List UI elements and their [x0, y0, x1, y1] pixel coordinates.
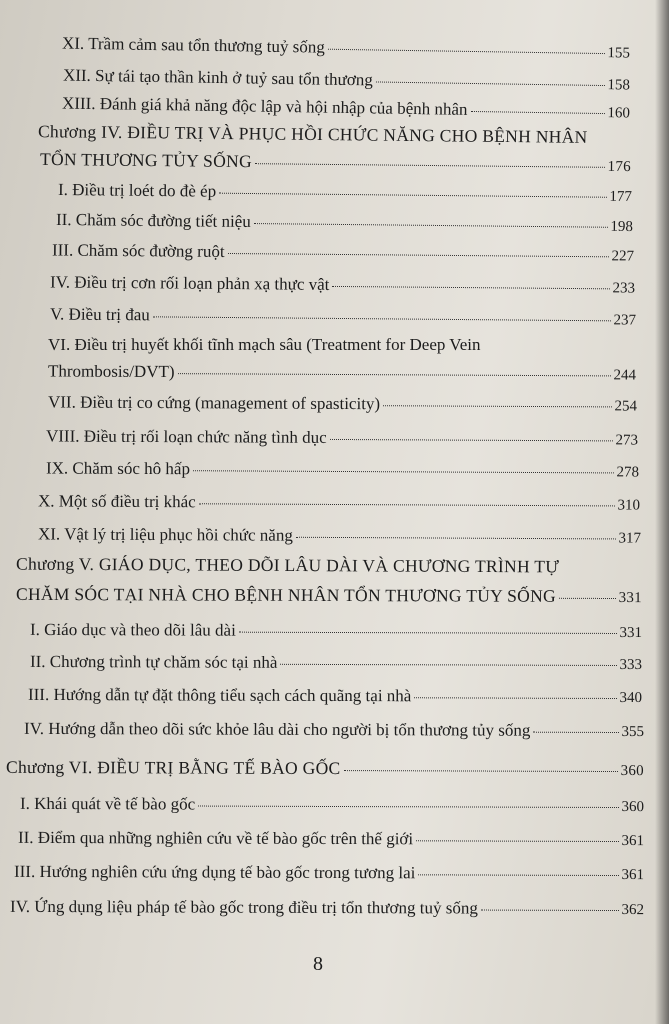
toc-entry [48, 392, 637, 415]
toc-entry-page: 361 [621, 867, 645, 884]
toc-entry [50, 272, 635, 297]
dot-leader [296, 537, 616, 540]
toc-entry-title: XIII. Đánh giá khả năng độc lập và hội nhập của bệnh nhân [61, 93, 468, 119]
toc-entry-page: 233 [612, 280, 636, 297]
dot-leader [280, 664, 616, 666]
toc-entry-title: II. Chương trình tự chăm sóc tại nhà [29, 651, 278, 672]
dot-leader [332, 286, 609, 289]
toc-entry [28, 685, 642, 707]
dot-leader [330, 439, 613, 441]
toc-entry [16, 584, 642, 607]
toc-entry-page: 331 [618, 590, 643, 607]
toc-entry-page: 177 [609, 188, 633, 206]
toc-entry-page: 360 [621, 799, 645, 816]
toc-entry [24, 719, 644, 741]
toc-entry-title: VIII. Điều trị rối loạn chức năng tình dục [45, 426, 327, 447]
toc-entry-title: XII. Sự tái tạo thần kinh ở tuỷ sau tổn thương [62, 65, 373, 90]
toc-entry-page: 355 [621, 724, 645, 741]
toc-entry-title: XI. Trầm cảm sau tổn thương tuỷ sống [61, 33, 325, 57]
toc-entry-title: Thrombosis/DVT) [47, 361, 175, 382]
toc-entry-page: 317 [618, 530, 642, 547]
toc-entry [56, 210, 633, 236]
toc-entry-page: 227 [611, 248, 635, 265]
toc-entry-title: Chương VI. ĐIỀU TRỊ BẰNG TẾ BÀO GỐC [5, 756, 341, 779]
toc-entry-page: 361 [621, 833, 645, 850]
toc-entry [58, 180, 632, 206]
toc-entry-title: VII. Điều trị co cứng (management of spasticity) [47, 392, 381, 414]
dot-leader [383, 405, 611, 407]
toc-entry-title: TỔN THƯƠNG TỦY SỐNG [39, 148, 253, 172]
toc-entry [50, 304, 636, 329]
toc-entry [20, 794, 644, 816]
toc-entry-title: I. Giáo dục và theo dõi lâu dài [29, 619, 236, 640]
toc-entry [10, 897, 644, 919]
toc-entry-title-line1: VI. Điều trị huyết khối tĩnh mạch sâu (Treatment for Deep Vein [48, 335, 481, 354]
dot-leader [328, 49, 605, 54]
toc-entry-title: IV. Điều trị cơn rối loạn phản xạ thực vật [49, 272, 330, 294]
toc-entry-page: 158 [607, 77, 631, 94]
dot-leader [533, 732, 618, 733]
toc-entry-title: II. Điểm qua những nghiên cứu về tế bào gốc trên thế giới [17, 827, 414, 849]
dot-leader [559, 598, 616, 599]
toc-entry [6, 757, 644, 780]
toc-entry-page: 155 [607, 45, 631, 62]
chapter-heading: Chương V. GIÁO DỤC, THEO DÕI LÂU DÀI VÀ CHƯƠNG TRÌNH TỰ [15, 553, 560, 577]
toc-entry [38, 491, 640, 514]
toc-entry [30, 652, 642, 674]
toc-entry-page: 360 [620, 763, 645, 780]
toc-entry-page: 310 [617, 497, 641, 514]
toc-entry-title: III. Chăm sóc đường ruột [51, 240, 225, 261]
toc-entry-page: 198 [610, 218, 634, 236]
toc-entry [46, 458, 639, 481]
toc-entry-title: IX. Chăm sóc hô hấp [45, 458, 191, 479]
toc-entry-title: IV. Hướng dẫn theo dõi sức khỏe lâu dài cho người bị tổn thương tủy sống [23, 718, 531, 740]
toc-entry-page: 340 [619, 689, 643, 707]
dot-leader [198, 806, 618, 808]
toc-entry [52, 240, 634, 265]
toc-entry-page: 333 [619, 656, 643, 674]
dot-leader [255, 163, 605, 168]
dot-leader [376, 81, 605, 86]
toc-entry-title: XI. Vật lý trị liệu phục hồi chức năng [37, 524, 293, 545]
dot-leader [481, 910, 619, 911]
dot-leader [416, 840, 618, 842]
toc-entry [46, 426, 638, 449]
toc-entry-title: V. Điều trị đau [49, 304, 150, 325]
dot-leader [228, 253, 609, 257]
dot-leader [414, 697, 616, 699]
dot-leader [153, 316, 611, 321]
toc-entry [62, 34, 630, 63]
toc-entry-page: 331 [619, 624, 643, 642]
toc-entry [18, 828, 644, 850]
dot-leader [418, 874, 618, 876]
toc-entry-title: X. Một số điều trị khác [37, 491, 196, 512]
toc-entry [62, 94, 630, 123]
toc-entry-page: 237 [613, 312, 637, 329]
dot-leader [199, 503, 615, 506]
toc-entry-page: 160 [607, 105, 631, 122]
toc-entry-page: 278 [616, 464, 640, 481]
toc-entry [38, 524, 641, 547]
dot-leader [193, 470, 613, 473]
dot-leader [239, 632, 617, 634]
toc-entry [40, 149, 631, 176]
toc-entry-page: 244 [613, 367, 637, 384]
toc-entry-title: IV. Ứng dụng liệu pháp tế bào gốc trong điều trị tổn thương tuỷ sống [9, 896, 478, 918]
toc-entry-page: 362 [621, 902, 645, 919]
toc-entry-title: I. Điều trị loét do đè ép [57, 179, 217, 201]
toc-entry-title: III. Hướng dẫn tự đặt thông tiểu sạch cách quãng tại nhà [27, 684, 412, 706]
dot-leader [344, 770, 618, 772]
dot-leader [470, 111, 604, 114]
toc-entry-page: 254 [614, 398, 638, 415]
toc-entry [14, 862, 644, 884]
toc-entry-title: I. Khái quát về tế bào gốc [19, 793, 196, 814]
toc-entry [48, 361, 636, 384]
toc-entry [63, 66, 630, 95]
toc-entry-page: 273 [615, 432, 639, 449]
dot-leader [178, 373, 611, 376]
toc-entry [30, 620, 642, 642]
chapter-heading: Chương IV. ĐIỀU TRỊ VÀ PHỤC HỒI CHỨC NĂNG CHO BỆNH NHÂN [37, 121, 588, 147]
toc-entry-title: III. Hướng nghiên cứu ứng dụng tế bào gốc trong tương lai [13, 861, 416, 883]
page-number: 8 [313, 953, 323, 975]
dot-leader [219, 193, 606, 198]
toc-entry-title: II. Chăm sóc đường tiết niệu [55, 209, 251, 232]
dot-leader [254, 223, 608, 228]
toc-entry-title: CHĂM SÓC TẠI NHÀ CHO BỆNH NHÂN TỔN THƯƠNG TỦY SỐNG [15, 583, 557, 606]
toc-entry-page: 176 [607, 158, 632, 176]
